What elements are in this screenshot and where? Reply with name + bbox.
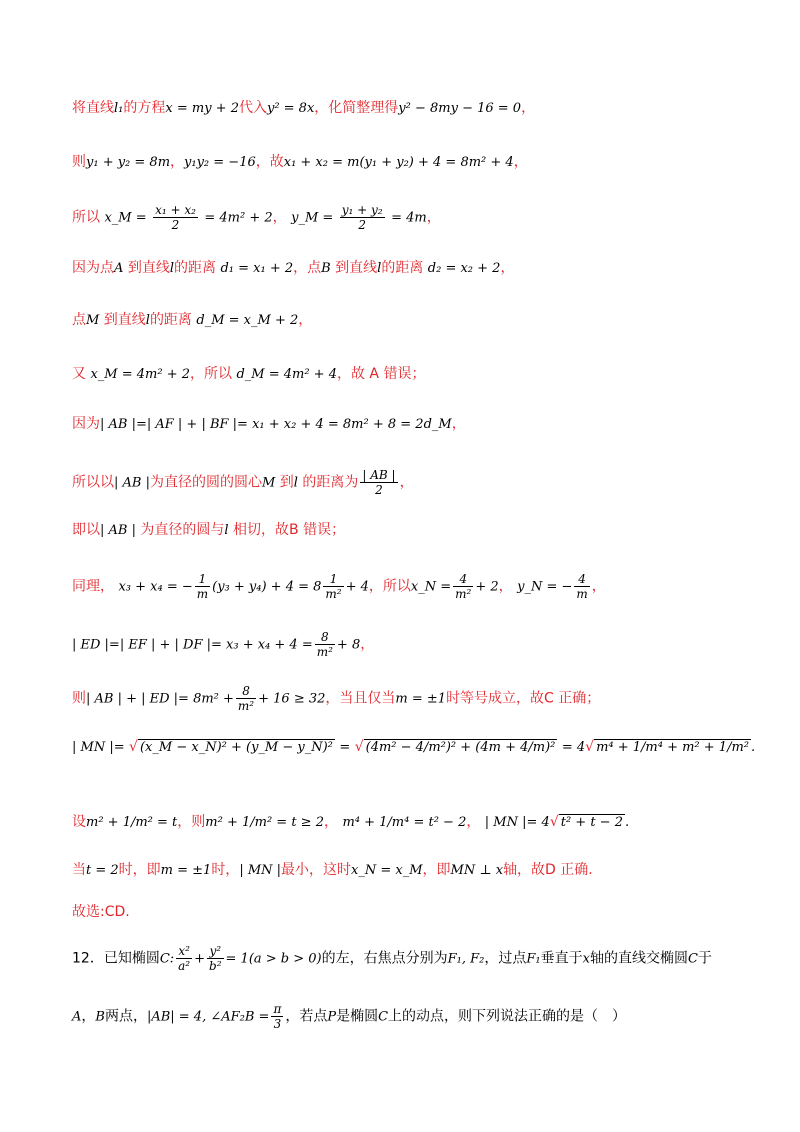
math: | ED |=| EF | + | DF |= x₃ + x₄ + 4 = [72, 637, 313, 653]
math: MN ⊥ x [450, 863, 504, 878]
text: 为直径的圆与 [140, 522, 225, 538]
math: . [624, 815, 630, 830]
text: ， [360, 636, 375, 653]
math: = 4m² + 2 [204, 210, 273, 226]
text: π [273, 1002, 282, 1016]
text: | AB | [362, 468, 396, 482]
text: 因为 [72, 416, 100, 432]
math: m² + 1/m² = t ≥ 2 [205, 815, 324, 830]
text: ， [81, 1008, 96, 1025]
text: ， [500, 260, 515, 276]
text: y₁ + y₂ [341, 203, 383, 217]
text: 同理， [72, 578, 114, 595]
solution-line-15 [72, 860, 593, 881]
math: m = ±1 [160, 863, 212, 878]
math: F₁ [526, 951, 541, 967]
text: 则 [72, 690, 86, 707]
text: 的左，右焦点分别为 [321, 950, 448, 967]
fraction [176, 944, 192, 973]
solution-line-16 [72, 902, 130, 922]
math: y² = 8x [266, 101, 315, 116]
text: 时等号成立，故C 正确； [446, 690, 601, 707]
math: = [339, 740, 351, 755]
math: y₁y₂ = −16 [184, 155, 256, 170]
solution-line-1 [72, 98, 535, 119]
math: (4m² − 4/m²)² + (4m + 4/m)² [365, 740, 556, 755]
text: 时， [211, 862, 240, 878]
math: d₁ = x₁ + 2 [220, 261, 294, 276]
fraction [195, 572, 210, 601]
text: 即以 [72, 522, 100, 538]
math: y_N = − [517, 579, 573, 595]
math: t = 2 [86, 863, 119, 878]
text: ，过点 [484, 950, 527, 967]
fraction [340, 203, 385, 232]
math: C [687, 951, 698, 967]
solution-line-3 [72, 203, 441, 232]
text: 的距离 [174, 260, 217, 276]
text: ， [498, 578, 513, 595]
math: | AB | [100, 523, 136, 538]
math: B [321, 261, 331, 276]
text: ，当且仅当 [325, 690, 396, 707]
text: 又 [72, 366, 86, 382]
text: 故选:CD. [72, 904, 130, 920]
solution-line-8 [72, 468, 414, 497]
text: 的方程 [123, 100, 166, 116]
math: | AB |=| AF | + | BF |= x₁ + x₂ + 4 = 8m² + 8 = 2d_M [100, 417, 452, 432]
math: B [95, 1009, 105, 1025]
fraction [574, 572, 589, 601]
math: d₂ = x₂ + 2 [427, 261, 501, 276]
math: m = ±1 [395, 691, 447, 707]
text: m² [237, 699, 255, 713]
text: m² [455, 587, 472, 601]
text: 轴，故D 正确. [503, 862, 593, 878]
math: + 2 [475, 579, 499, 595]
text: 2 [375, 483, 383, 497]
math: x_M = [104, 210, 147, 226]
text: 2 [358, 218, 366, 232]
text: 代入 [238, 100, 267, 116]
text: 3 [273, 1017, 282, 1031]
math: (y₃ + y₄) + 4 = 8 [212, 579, 322, 595]
text: 12．已知椭圆 [72, 950, 160, 967]
text: 将直线 [72, 100, 114, 116]
text: ，即 [422, 862, 451, 878]
text: 到直线 [127, 260, 170, 276]
text: 8 [236, 684, 256, 699]
math: + 16 ≥ 32 [258, 691, 326, 707]
math: | AB | [114, 475, 150, 491]
fraction [236, 684, 256, 713]
text: 1 [323, 572, 343, 587]
text: 轴的直线交椭圆 [589, 950, 688, 967]
text: b² [209, 959, 222, 973]
math: m² + 1/m² = t [86, 815, 178, 830]
text: m [196, 587, 209, 601]
text: m [576, 587, 588, 601]
text: ， [272, 209, 287, 226]
text: 上的动点，则下列说法正确的是（ ） [388, 1008, 627, 1025]
text: 到 [279, 474, 294, 491]
question-12-line-2 [72, 1002, 626, 1031]
fraction [323, 572, 343, 601]
math: l [377, 261, 382, 276]
solution-line-4 [72, 258, 514, 279]
fraction [207, 944, 224, 973]
text: 因为点 [72, 260, 114, 276]
fraction [315, 630, 335, 659]
text: 的距离为 [302, 474, 359, 491]
fraction [271, 1002, 283, 1031]
math: l [224, 523, 229, 538]
math: C [378, 1009, 389, 1025]
math: m⁴ + 1/m⁴ = t² − 2 [342, 815, 467, 830]
text: ，化简整理得 [314, 100, 399, 116]
math: + 4 [345, 579, 369, 595]
text: ， [170, 154, 185, 170]
math: = 4 [561, 740, 586, 755]
text: 两点， [104, 1008, 147, 1025]
math: M [261, 475, 276, 491]
math: |AB| = 4, ∠AF₂B = [146, 1009, 270, 1025]
text: ， [451, 416, 466, 432]
text: x² [176, 944, 192, 959]
math: x [582, 951, 590, 967]
text: 设 [72, 814, 86, 830]
solution-line-10 [72, 572, 606, 601]
text: 4 [574, 572, 589, 587]
math: A [114, 261, 124, 276]
text: ，故 [255, 154, 284, 170]
math: (x_M − x_N)² + (y_M − y_N)² [139, 740, 333, 755]
text: y² [207, 944, 224, 959]
text: 的距离 [149, 312, 192, 328]
math: F₁, F₂ [447, 951, 485, 967]
text: ，所以 [190, 366, 232, 382]
text: 8 [315, 630, 335, 645]
fraction [453, 572, 473, 601]
text: ， [399, 474, 414, 491]
text: ， [426, 209, 441, 226]
text: ， [466, 814, 481, 830]
math: l₁ [114, 101, 124, 116]
math: y_M = [291, 210, 334, 226]
text: x₁ + x₂ [155, 203, 196, 217]
solution-line-2 [72, 152, 528, 173]
text: 则 [72, 154, 86, 170]
math: | MN |= 4 [484, 815, 550, 830]
text: ， [521, 100, 536, 116]
text: 1 [195, 572, 210, 587]
fraction [153, 203, 198, 232]
math: x_N = [410, 579, 452, 595]
solution-line-7 [72, 414, 466, 435]
math: + [194, 951, 206, 967]
text: m² [325, 587, 342, 601]
text: ， [513, 154, 528, 170]
math: x_N = x_M [351, 863, 423, 878]
text: 相切，故B 错误； [233, 522, 346, 538]
text: 2 [171, 218, 180, 232]
text: m² [316, 645, 333, 659]
math: = 1(a > b > 0) [225, 951, 322, 967]
math: A [72, 1009, 82, 1025]
text: 当 [72, 862, 86, 878]
text: 到直线 [103, 312, 146, 328]
math: l [293, 475, 298, 491]
text: 时，即 [118, 862, 161, 878]
solution-line-14: 设m² + 1/m² = t，则m² + 1/m² = t ≥ 2， m⁴ + 1/m⁴ = t² − 2， | MN |= 4√ t² + t − 2 . [72, 814, 630, 830]
math: y₁ + y₂ = 8m [86, 155, 171, 170]
math: l [169, 261, 175, 276]
math: . [751, 740, 756, 755]
math: d_M = x_M + 2 [196, 313, 299, 328]
solution-line-12 [72, 684, 600, 713]
text: ，故 A 错误； [336, 366, 426, 382]
math: l [145, 313, 150, 328]
text: ，点 [293, 260, 322, 276]
text: 点 [72, 312, 86, 328]
math: x_M = 4m² + 2 [90, 367, 190, 382]
math: = 4m [391, 210, 427, 226]
solution-line-5 [72, 310, 312, 331]
math: x₁ + x₂ = m(y₁ + y₂) + 4 = 8m² + 4 [283, 155, 514, 170]
math: y² − 8my − 16 = 0 [398, 101, 522, 116]
math: + 8 [336, 637, 361, 653]
math: P [327, 1009, 337, 1025]
text: ， [298, 312, 313, 328]
math: m⁴ + 1/m⁴ + m² + 1/m² [596, 740, 749, 755]
text: a² [178, 959, 191, 973]
text: 垂直于 [540, 950, 583, 967]
math: x₃ + x₄ = − [118, 579, 193, 595]
question-12-line-1 [72, 944, 712, 973]
solution-line-9 [72, 520, 345, 541]
text: 到直线 [335, 260, 378, 276]
text: 所以以 [72, 474, 114, 491]
text: 为直径的圆的圆心 [149, 474, 262, 491]
text: 是椭圆 [336, 1008, 379, 1025]
math: d_M = 4m² + 4 [236, 367, 337, 382]
math: | AB | + | ED |= 8m² + [86, 691, 234, 707]
text: ， [323, 814, 338, 830]
math: | MN |= [72, 740, 125, 755]
fraction [360, 468, 397, 497]
text: 的距离 [381, 260, 424, 276]
text: 4 [453, 572, 473, 587]
solution-line-11 [72, 630, 374, 659]
solution-line-13: | MN |= √ (x_M − x_N)² + (y_M − y_N)² = √ (4m² − 4/m²)² + (4m + 4/m)² = 4√ m⁴ + 1/m⁴ + m² + 1/m² . [72, 739, 756, 755]
math: t² + t − 2 [560, 815, 623, 830]
text: 于 [697, 950, 712, 967]
text: ，所以 [368, 578, 411, 595]
text: ， [591, 578, 606, 595]
math: | MN | [239, 863, 282, 878]
text: ，则 [177, 814, 206, 830]
text: 最小，这时 [281, 862, 352, 878]
solution-line-6 [72, 364, 425, 385]
math: x = my + 2 [165, 101, 239, 116]
math: M [86, 313, 100, 328]
math: C: [159, 951, 175, 967]
text: 所以 [72, 209, 100, 226]
text: ，若点 [285, 1008, 328, 1025]
